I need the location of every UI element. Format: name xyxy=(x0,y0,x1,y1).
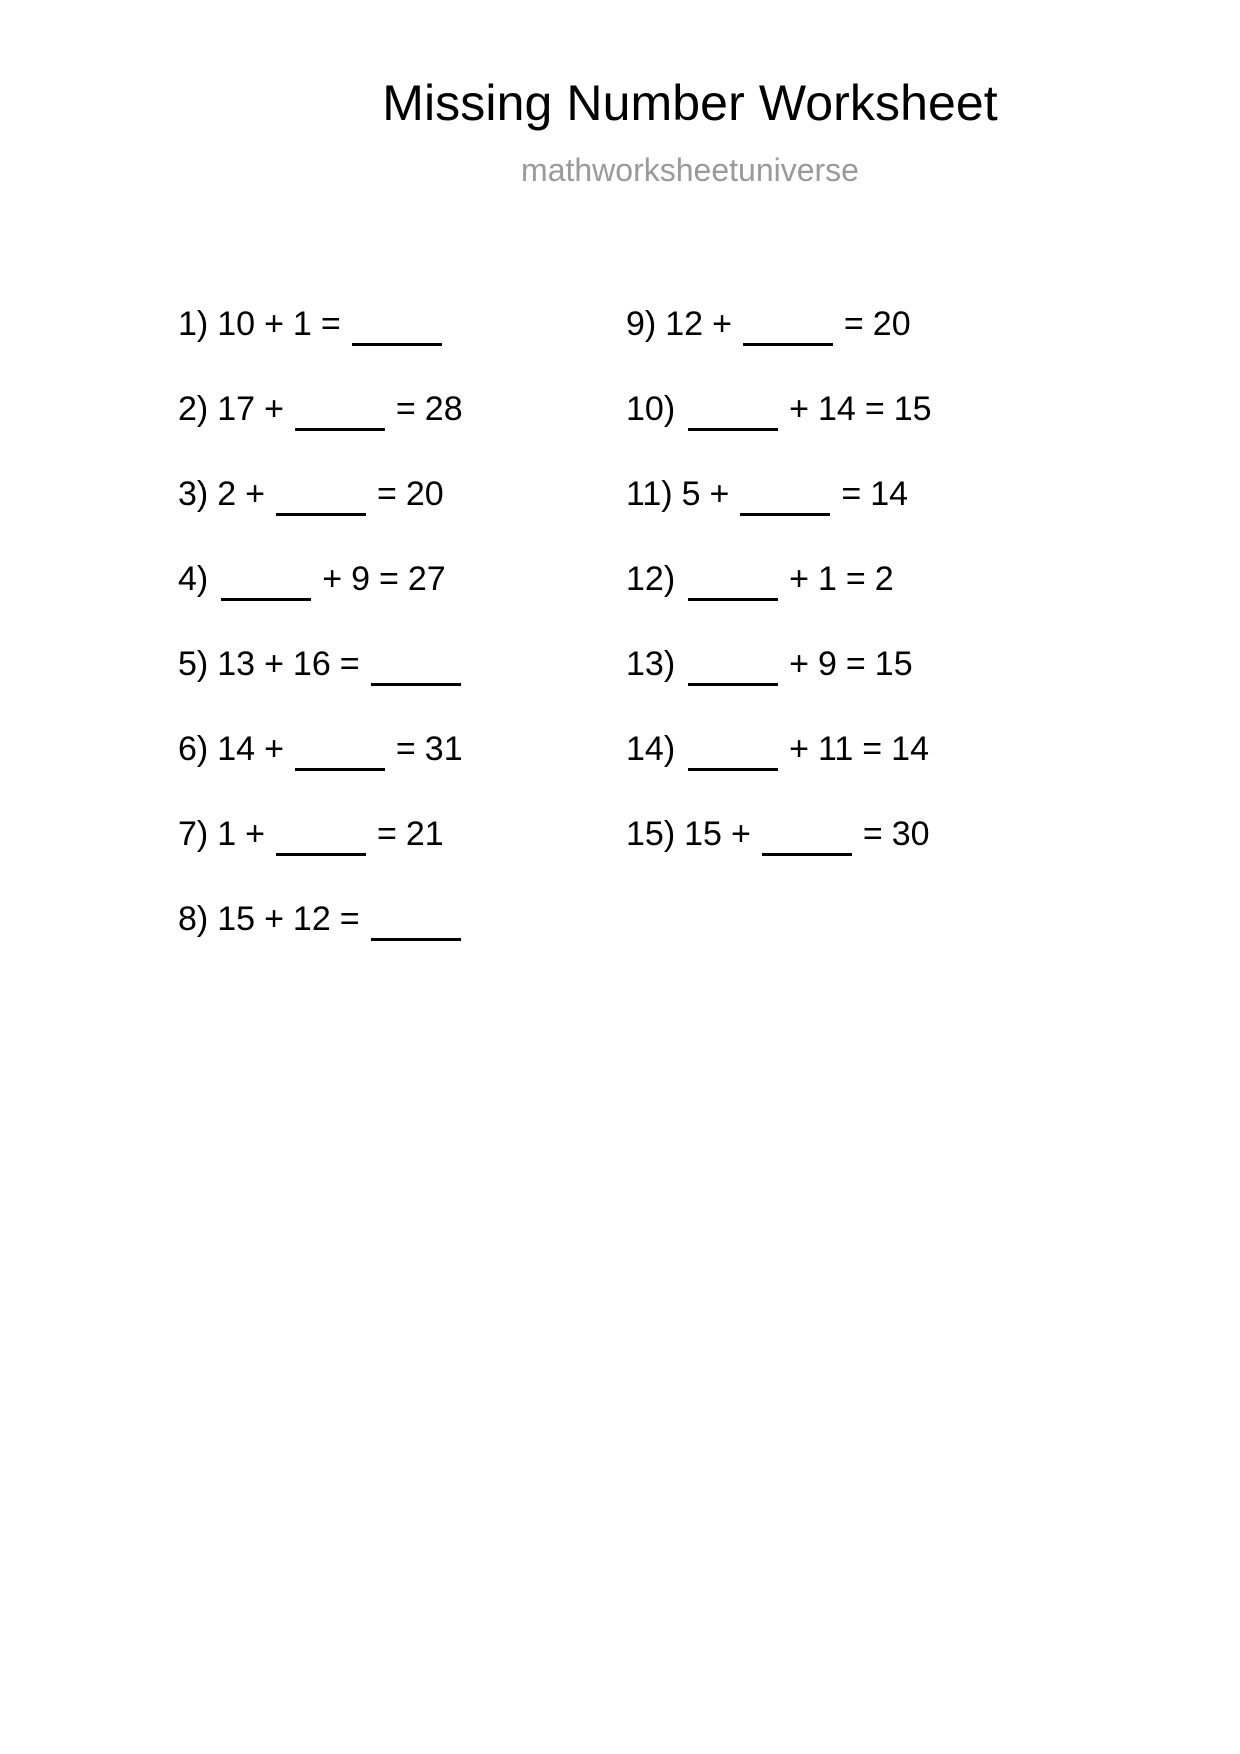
operand-a: 12 xyxy=(665,305,704,343)
answer-blank[interactable] xyxy=(350,302,444,346)
operand-a: 14 xyxy=(217,730,256,768)
equals-sign: = xyxy=(845,560,866,598)
equals-sign: = xyxy=(395,390,416,428)
answer-blank[interactable] xyxy=(369,642,463,686)
result-value: 21 xyxy=(405,815,444,853)
problem-number: 3) xyxy=(178,475,209,513)
problem-number: 5) xyxy=(178,645,209,683)
operand-b: 16 xyxy=(292,645,331,683)
problem-row xyxy=(178,812,463,897)
worksheet-header xyxy=(0,75,1240,188)
equals-sign: = xyxy=(843,305,864,343)
problem-row xyxy=(178,302,463,387)
answer-blank[interactable] xyxy=(274,472,368,516)
plus-operator: + xyxy=(789,560,809,598)
plus-operator: + xyxy=(264,730,284,768)
answer-blank[interactable] xyxy=(369,897,463,941)
problem-row xyxy=(178,557,463,642)
problem-row xyxy=(626,642,932,727)
plus-operator: + xyxy=(264,645,284,683)
operand-b: 9 xyxy=(351,560,371,598)
operand-a: 15 xyxy=(684,815,722,853)
answer-blank[interactable] xyxy=(738,472,832,516)
result-value: 30 xyxy=(891,815,930,853)
answer-blank[interactable] xyxy=(686,727,780,771)
problem-number: 12) xyxy=(626,560,676,598)
problem-number: 13) xyxy=(626,645,676,683)
answer-blank[interactable] xyxy=(741,302,835,346)
equals-sign: = xyxy=(379,560,399,598)
operand-b: 14 xyxy=(818,390,856,428)
equals-sign: = xyxy=(377,475,397,513)
operand-a: 17 xyxy=(217,390,256,428)
problem-row xyxy=(626,557,932,642)
equals-sign: = xyxy=(862,815,883,853)
equals-sign: = xyxy=(841,475,862,513)
answer-blank[interactable] xyxy=(686,557,780,601)
plus-operator: + xyxy=(789,390,809,428)
problem-row xyxy=(626,727,932,812)
plus-operator: + xyxy=(712,305,732,343)
operand-b: 12 xyxy=(292,900,331,938)
problem-row xyxy=(178,642,463,727)
equals-sign: = xyxy=(339,900,360,938)
equals-sign: = xyxy=(320,305,341,343)
plus-operator: + xyxy=(789,645,809,683)
problem-row xyxy=(178,387,463,472)
equals-sign: = xyxy=(395,730,416,768)
operand-b: 1 xyxy=(292,305,312,343)
problem-number: 15) xyxy=(626,815,676,853)
problem-row xyxy=(178,727,463,812)
result-value: 27 xyxy=(407,560,446,598)
problem-number: 1) xyxy=(178,305,209,343)
plus-operator: + xyxy=(245,475,266,513)
answer-blank[interactable] xyxy=(293,387,387,431)
problem-number: 2) xyxy=(178,390,209,428)
problem-grid xyxy=(0,302,1240,1002)
plus-operator: + xyxy=(264,305,284,343)
equals-sign: = xyxy=(339,645,360,683)
operand-b: 11 xyxy=(818,730,854,768)
operand-a: 10 xyxy=(217,305,256,343)
problem-number: 11) xyxy=(626,475,673,513)
plus-operator: + xyxy=(322,560,343,598)
plus-operator: + xyxy=(264,390,284,428)
result-value: 20 xyxy=(405,475,444,513)
problem-number: 8) xyxy=(178,900,209,938)
answer-blank[interactable] xyxy=(274,812,368,856)
operand-b: 1 xyxy=(818,560,837,598)
equals-sign: = xyxy=(377,815,397,853)
plus-operator: + xyxy=(789,730,809,768)
answer-blank[interactable] xyxy=(686,387,780,431)
result-value: 31 xyxy=(424,730,463,768)
plus-operator: + xyxy=(264,900,284,938)
result-value: 14 xyxy=(891,730,929,768)
problem-number: 14) xyxy=(626,730,676,768)
left-column xyxy=(178,302,463,982)
page-title: Missing Number Worksheet xyxy=(382,75,998,131)
problem-row xyxy=(626,302,932,387)
operand-a: 5 xyxy=(681,475,701,513)
operand-b: 9 xyxy=(818,645,837,683)
answer-blank[interactable] xyxy=(760,812,854,856)
problem-number: 4) xyxy=(178,560,209,598)
operand-a: 13 xyxy=(217,645,256,683)
result-value: 15 xyxy=(893,390,932,428)
problem-row xyxy=(626,472,932,557)
answer-blank[interactable] xyxy=(686,642,780,686)
operand-a: 15 xyxy=(217,900,256,938)
problem-number: 10) xyxy=(626,390,676,428)
result-value: 15 xyxy=(874,645,913,683)
problem-row xyxy=(626,812,932,897)
problem-row xyxy=(626,387,932,472)
plus-operator: + xyxy=(245,815,266,853)
equals-sign: = xyxy=(864,390,885,428)
result-value: 20 xyxy=(872,305,911,343)
problem-row xyxy=(178,472,463,557)
result-value: 2 xyxy=(874,560,894,598)
result-value: 28 xyxy=(424,390,463,428)
page-subtitle: mathworksheetuniverse xyxy=(521,152,859,188)
operand-a: 2 xyxy=(217,475,237,513)
problem-number: 6) xyxy=(178,730,209,768)
equals-sign: = xyxy=(862,730,883,768)
answer-blank[interactable] xyxy=(293,727,387,771)
answer-blank[interactable] xyxy=(219,557,313,601)
plus-operator: + xyxy=(709,475,730,513)
right-column xyxy=(626,302,932,897)
problem-row xyxy=(178,897,463,982)
operand-a: 1 xyxy=(217,815,237,853)
result-value: 14 xyxy=(870,475,909,513)
problem-number: 9) xyxy=(626,305,657,343)
plus-operator: + xyxy=(730,815,751,853)
problem-number: 7) xyxy=(178,815,209,853)
equals-sign: = xyxy=(845,645,866,683)
